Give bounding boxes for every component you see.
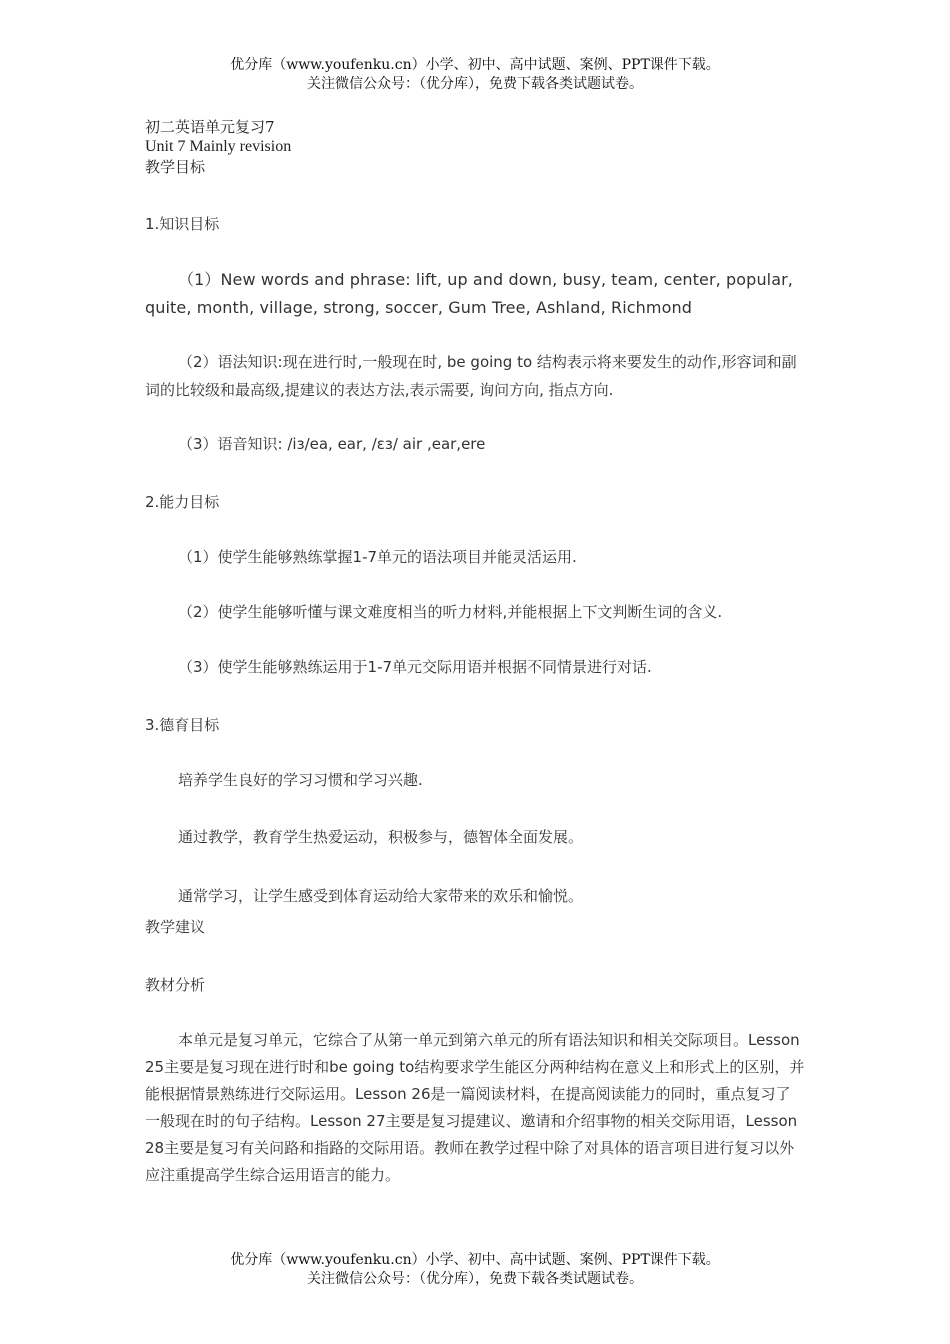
analysis-paragraph: 本单元是复习单元，它综合了从第一单元到第六单元的所有语法知识和相关交际项目。Lesson 25主要是复习现在进行时和be going to结构要求学生能区分两种结构在意义上和形式上的区别，并能根据情景熟练进行交际运用。Lesson 26是一篇阅读材料，在提高阅读能力的同时，重点复习了一般现在时的句子结构。Lesson 27主要是复习提建议、邀请和介绍事物的相关交际用语，Lesson 28主要是复习有关问路和指路的交际用语。教师在教学过程中除了对具体的语言项目进行复习以外应注重提高学生综合运用语言的能力。 <box>145 1031 805 1184</box>
section1-heading: 1.知识目标 <box>145 215 220 233</box>
footer-line-1: 优分库（www.youfenku.cn）小学、初中、高中试题、案例、PPT课件下载。 <box>230 1252 720 1268</box>
section1-item3: （3）语音知识: /iз/ea, ear, /εз/ air ,ear,ere <box>178 435 486 453</box>
section2-item1: （1）使学生能够熟练掌握1-7单元的语法项目并能灵活运用. <box>178 548 577 566</box>
section3-item2: 通过教学，教育学生热爱运动，积极参与，德智体全面发展。 <box>178 828 584 846</box>
section2-item3: （3）使学生能够熟练运用于1-7单元交际用语并根据不同情景进行对话. <box>178 658 652 676</box>
document-title <box>145 117 805 177</box>
section3-item1: 培养学生良好的学习习惯和学习兴趣. <box>178 771 423 789</box>
teaching-goals-heading: 教学目标 <box>145 158 206 176</box>
analysis-heading: 教材分析 <box>145 976 206 994</box>
section3-heading: 3.德育目标 <box>145 716 220 734</box>
section2-item2: （2）使学生能够听懂与课文难度相当的听力材料,并能根据上下文判断生词的含义. <box>178 603 723 621</box>
header-line-2: 关注微信公众号：（优分库），免费下载各类试题试卷。 <box>307 76 643 92</box>
title-en: Unit 7 Mainly revision <box>145 138 292 155</box>
footer-line-2: 关注微信公众号：（优分库），免费下载各类试题试卷。 <box>307 1271 643 1287</box>
section2-heading: 2.能力目标 <box>145 493 220 511</box>
title-cn: 初二英语单元复习7 <box>145 118 275 136</box>
header-line-1: 优分库（www.youfenku.cn）小学、初中、高中试题、案例、PPT课件下载。 <box>230 57 720 73</box>
section3-item3: 通常学习，让学生感受到体育运动给大家带来的欢乐和愉悦。 <box>178 887 584 905</box>
page-footer <box>0 1251 950 1289</box>
suggestions-heading: 教学建议 <box>145 918 206 936</box>
section1-item1: （1）New words and phrase: lift, up and down, busy, team, center, popular, quite, month, village, strong, soccer, Gum Tree, Ashland, Richmond <box>145 270 793 317</box>
page-header <box>0 56 950 94</box>
section1-item2: （2）语法知识:现在进行时,一般现在时, be going to 结构表示将来要发生的动作,形容词和副词的比较级和最高级,提建议的表达方法,表示需要, 询问方向, 指点方向. <box>145 353 797 399</box>
